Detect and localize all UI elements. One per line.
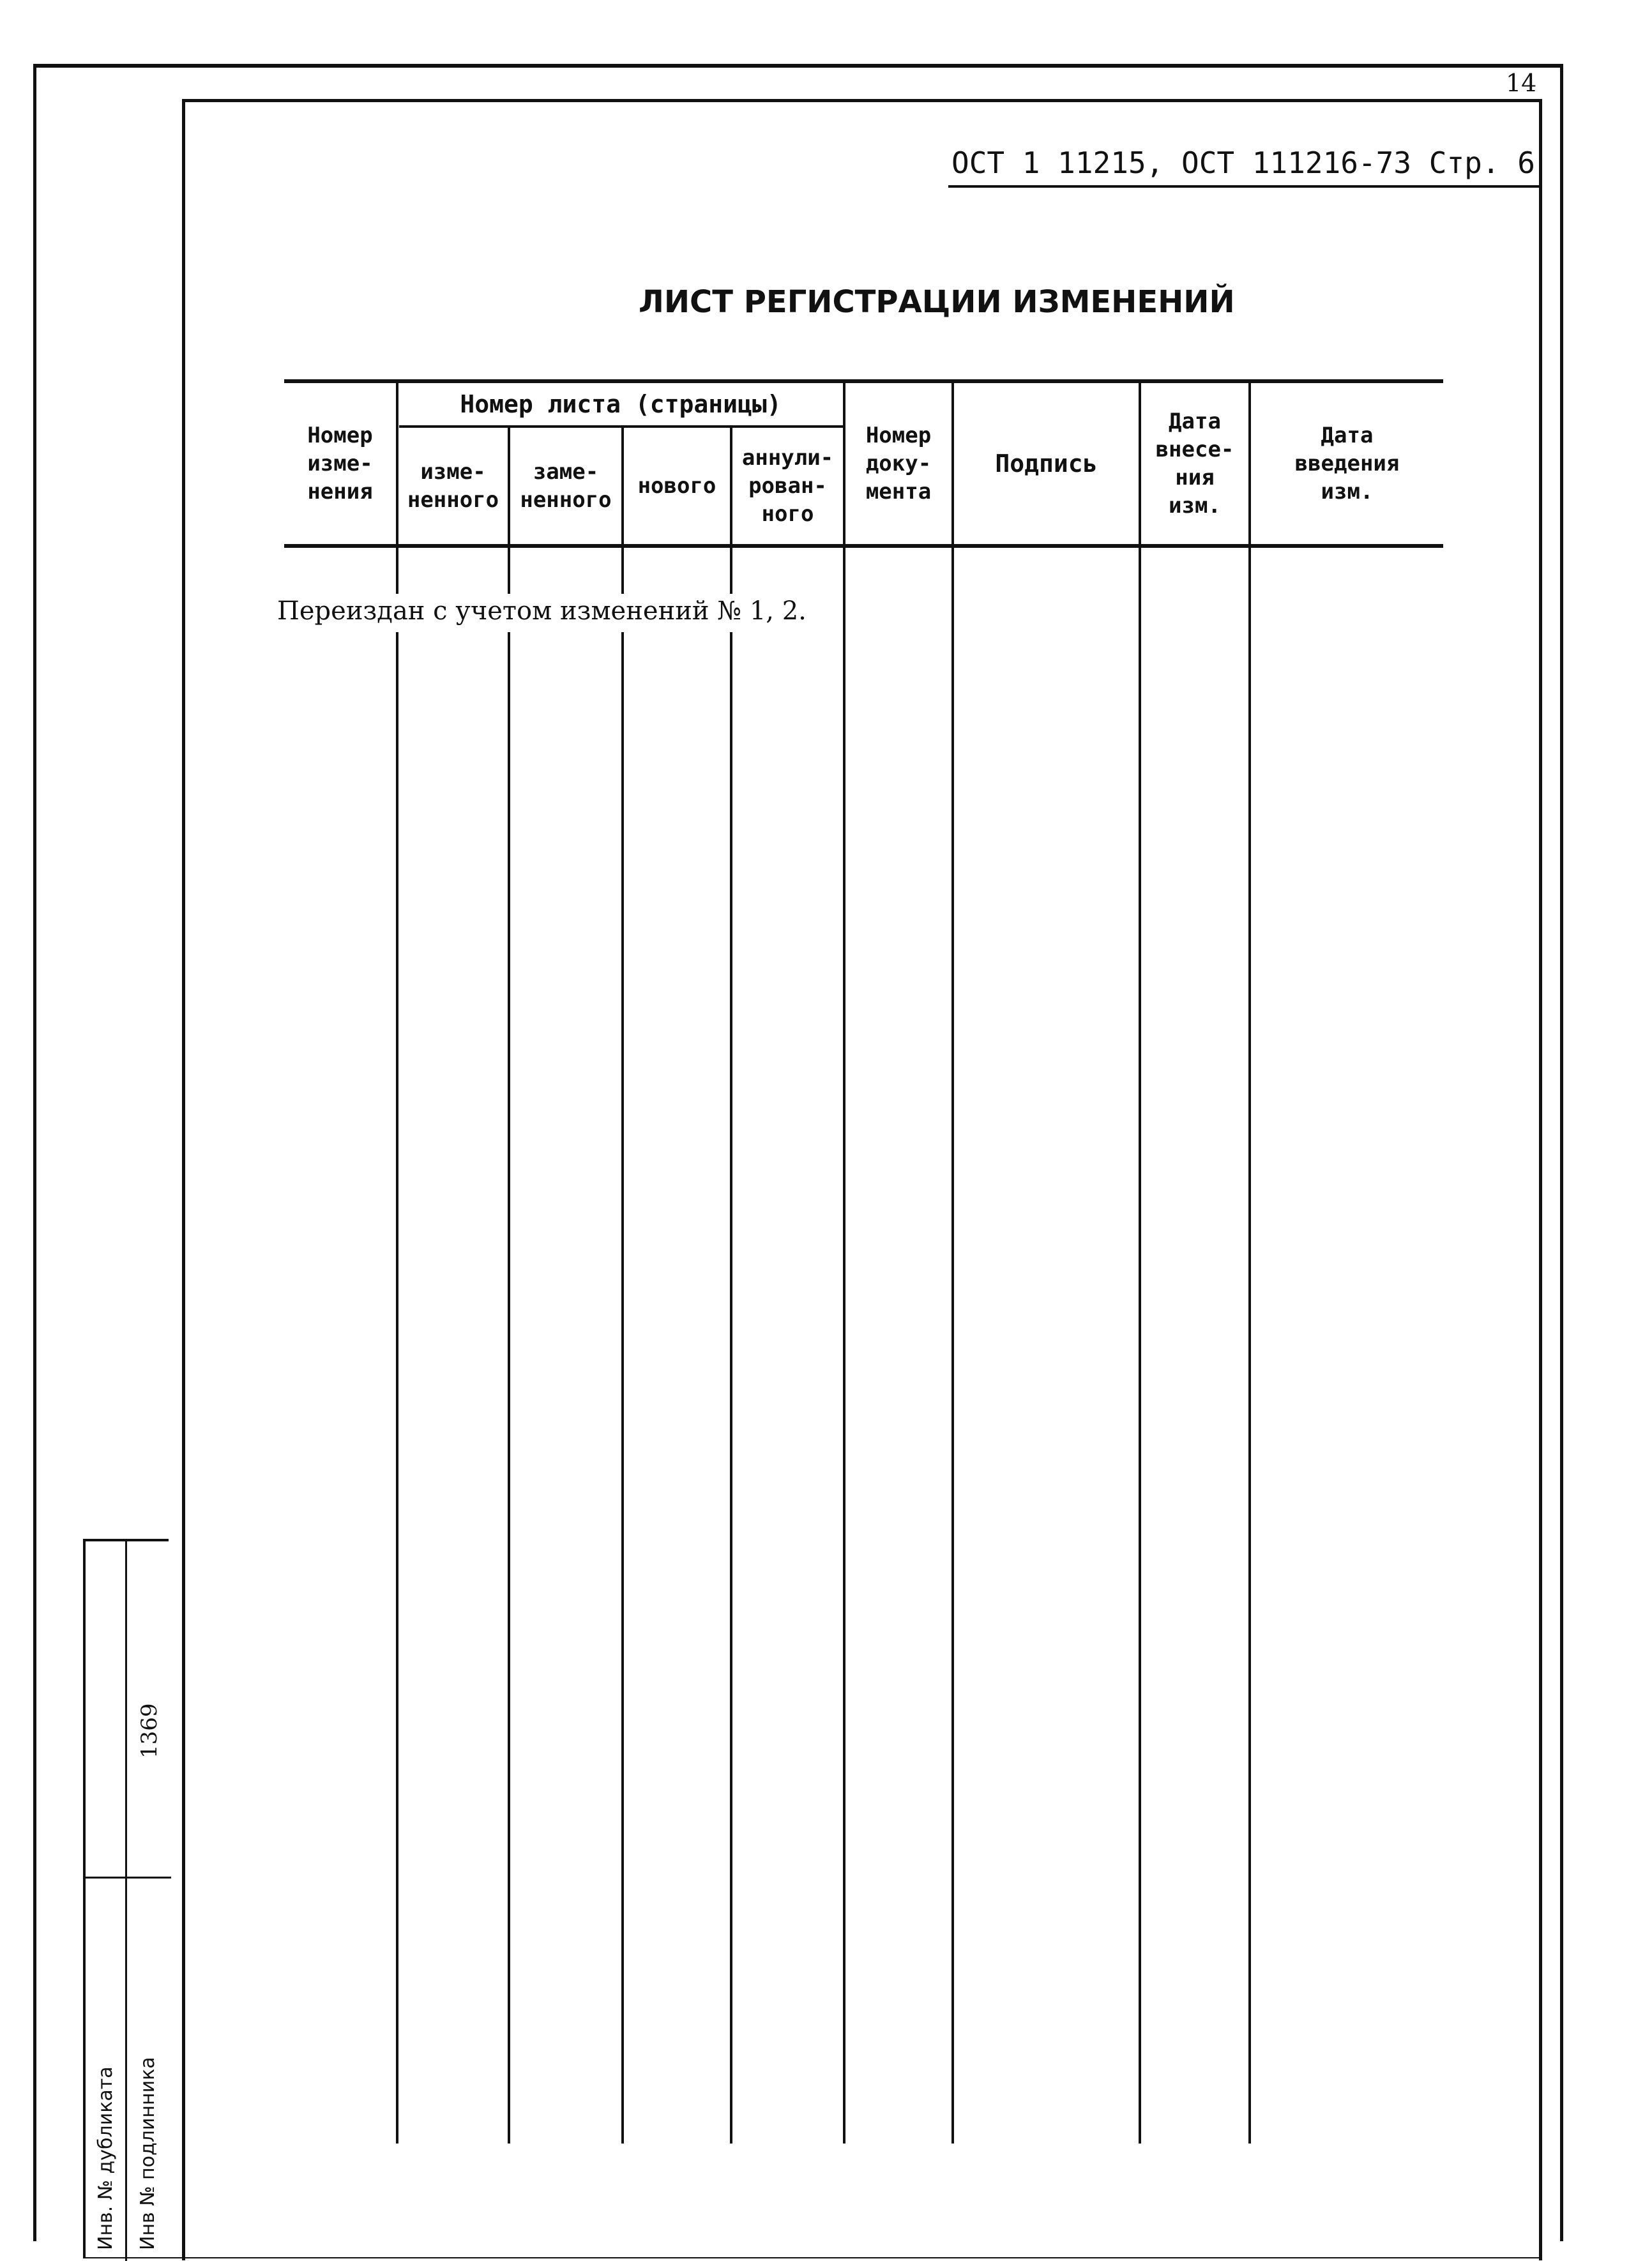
outer-frame-top — [33, 64, 1563, 68]
col-divider-6 — [951, 381, 954, 2144]
col-header-introduction-date: Дата введения изм. — [1294, 423, 1400, 504]
header-underline — [948, 185, 1539, 188]
page-number: 14 — [1506, 69, 1537, 97]
outer-frame-right — [1560, 64, 1563, 2241]
inv-duplicate-label: Инв. № дубликата — [95, 2066, 117, 2250]
col-divider-4 — [730, 427, 732, 2144]
page-title: ЛИСТ РЕГИСТРАЦИИ ИЗМЕНЕНИЙ — [639, 284, 1235, 320]
col-divider-8 — [1248, 381, 1251, 2144]
col-header-new: нового — [637, 473, 716, 499]
col-divider-7 — [1139, 381, 1141, 2144]
col-header-change-number: Номер изме- нения — [307, 423, 373, 504]
group-header-sheet-number: Номер листа (страницы) — [460, 390, 782, 418]
col-divider-3 — [621, 427, 624, 2144]
inner-frame-right — [1539, 99, 1542, 2260]
col-divider-2 — [508, 427, 510, 2144]
stamp-column-divider — [125, 1541, 127, 2261]
col-header-annulled: аннули- рован- ного — [741, 445, 834, 527]
table-header-bottom-rule — [284, 544, 1443, 548]
stamp-row-divider — [86, 1877, 171, 1879]
document-header: ОСТ 1 11215, ОСТ 111216-73 Стр. 6 — [951, 146, 1535, 180]
col-divider-5 — [843, 381, 845, 2144]
col-header-changed: изме- ненного — [407, 459, 499, 513]
inventory-stamp — [83, 1539, 169, 2258]
reissue-note: Переиздан с учетом изменений № 1, 2. — [275, 594, 815, 632]
inner-frame-left — [182, 99, 185, 2260]
inner-frame-top — [182, 99, 1542, 102]
col-divider-1 — [396, 381, 398, 2144]
inv-original-value: 1369 — [137, 1703, 162, 1758]
col-header-entry-date: Дата внесе- ния изм. — [1155, 409, 1234, 518]
col-header-document-number: Номер доку- мента — [865, 423, 932, 504]
col-header-signature: Подпись — [995, 450, 1098, 478]
col-header-replaced: заме- ненного — [520, 459, 612, 513]
outer-frame-left — [33, 64, 36, 2241]
inv-original-label: Инв № подлинника — [137, 2057, 159, 2250]
